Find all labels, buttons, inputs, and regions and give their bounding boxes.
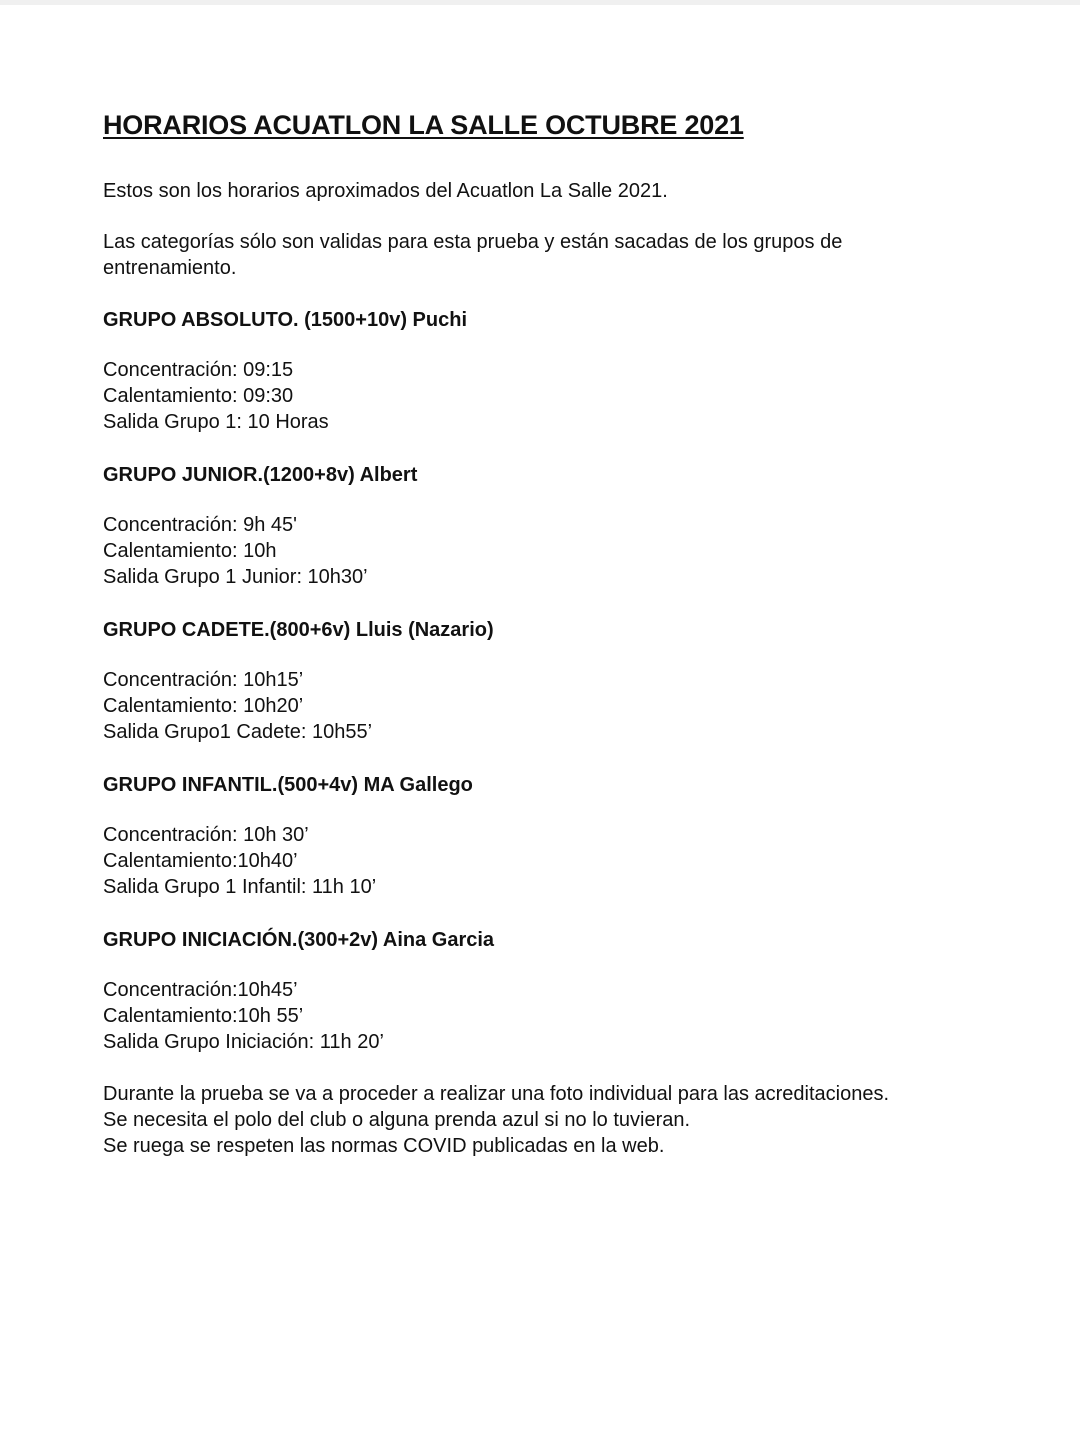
categories-note-line-1: Las categorías sólo son validas para esta prueba y están sacadas de los grupos de (103, 231, 843, 253)
calentamiento-time: Calentamiento:10h40’ (103, 850, 298, 872)
group-schedule (103, 822, 1003, 900)
group-iniciacion (103, 927, 1003, 1055)
group-heading: GRUPO CADETE.(800+6v) Lluis (Nazario) (103, 619, 494, 641)
group-heading: GRUPO INFANTIL.(500+4v) MA Gallego (103, 774, 473, 796)
categories-note-line-2: entrenamiento. (103, 257, 237, 279)
calentamiento-time: Calentamiento:10h 55’ (103, 1005, 304, 1027)
group-heading: GRUPO INICIACIÓN.(300+2v) Aina Garcia (103, 929, 495, 951)
concentracion-time: Concentración: 10h15’ (103, 669, 304, 691)
group-heading: GRUPO ABSOLUTO. (1500+10v) Puchi (103, 309, 467, 331)
calentamiento-time: Calentamiento: 09:30 (103, 385, 294, 407)
calentamiento-time: Calentamiento: 10h20’ (103, 695, 304, 717)
salida-time: Salida Grupo Iniciación: 11h 20’ (103, 1031, 384, 1053)
salida-time: Salida Grupo 1: 10 Horas (103, 411, 329, 433)
closing-line-covid: Se ruega se respeten las normas COVID publicadas en la web. (103, 1135, 665, 1157)
group-junior (103, 462, 1003, 590)
group-cadete (103, 617, 1003, 745)
concentracion-time: Concentración: 09:15 (103, 359, 294, 381)
salida-time: Salida Grupo1 Cadete: 10h55’ (103, 721, 373, 743)
intro-paragraph: Estos son los horarios aproximados del Acuatlon La Salle 2021. (103, 180, 668, 202)
group-infantil (103, 772, 1003, 900)
closing-line-photo: Durante la prueba se va a proceder a realizar una foto individual para las acreditaciones. (103, 1083, 890, 1105)
concentracion-time: Concentración:10h45’ (103, 979, 298, 1001)
salida-time: Salida Grupo 1 Junior: 10h30’ (103, 566, 368, 588)
concentracion-time: Concentración: 9h 45' (103, 514, 297, 536)
group-heading: GRUPO JUNIOR.(1200+8v) Albert (103, 464, 418, 486)
salida-time: Salida Grupo 1 Infantil: 11h 10’ (103, 876, 377, 898)
group-schedule (103, 357, 1003, 435)
concentracion-time: Concentración: 10h 30’ (103, 824, 309, 846)
group-schedule (103, 667, 1003, 745)
calentamiento-time: Calentamiento: 10h (103, 540, 277, 562)
top-edge-strip (0, 0, 1080, 5)
document-page (103, 108, 1003, 1159)
closing-notes (103, 1081, 1003, 1159)
closing-line-polo: Se necesita el polo del club o alguna prenda azul si no lo tuvieran. (103, 1109, 691, 1131)
categories-note (103, 229, 1003, 281)
group-schedule (103, 977, 1003, 1055)
group-absoluto (103, 307, 1003, 435)
page-title: HORARIOS ACUATLON LA SALLE OCTUBRE 2021 (103, 110, 744, 140)
group-schedule (103, 512, 1003, 590)
